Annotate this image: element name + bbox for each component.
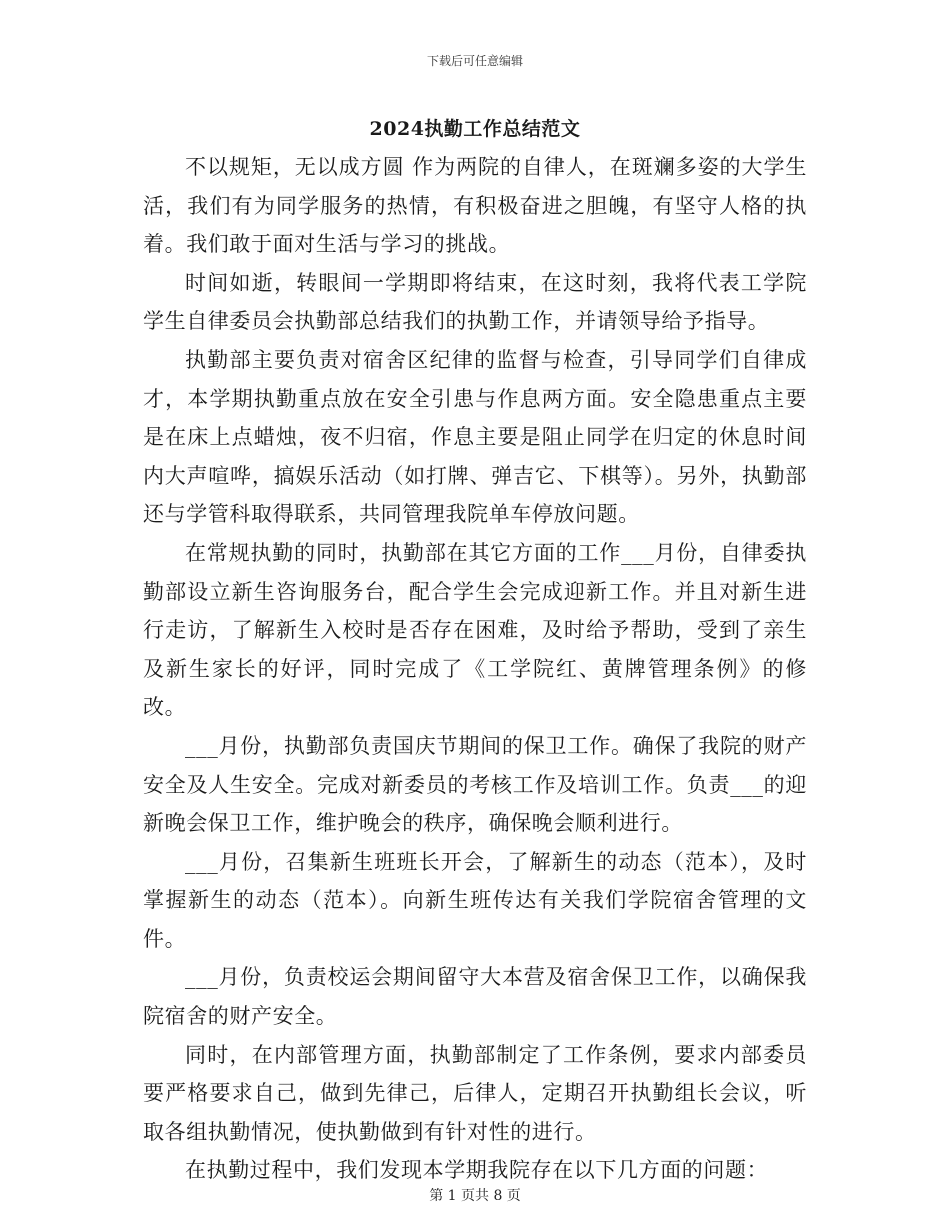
paragraph: 同时，在内部管理方面，执勤部制定了工作条例，要求内部委员要严格要求自己，做到先律己，后律人，定期召开执勤组长会议，听取各组执勤情况，使执勤做到有针对性的进行。 <box>143 1042 807 1144</box>
paragraph: 在常规执勤的同时，执勤部在其它方面的工作___月份，自律委执勤部设立新生咨询服务台，配合学生会完成迎新工作。并且对新生进行走访，了解新生入校时是否存在困难，及时给予帮助，受到了亲生及新生家长的好评，同时完成了《工学院红、黄牌管理条例》的修改。 <box>143 540 807 720</box>
paragraph: 不以规矩，无以成方圆 作为两院的自律人，在斑斓多姿的大学生活，我们有为同学服务的热情，有积极奋进之胆魄，有坚守人格的执着。我们敢于面对生活与学习的挑战。 <box>143 155 807 257</box>
paragraph: ___月份，召集新生班班长开会，了解新生的动态（范本），及时掌握新生的动态（范本）。向新生班传达有关我们学院宿舍管理的文件。 <box>143 849 807 951</box>
page-header-note: 下载后可任意编辑 <box>426 54 523 68</box>
document-title: 2024执勤工作总结范文 <box>369 118 581 140</box>
document-body <box>143 148 807 1190</box>
paragraph: 在执勤过程中，我们发现本学期我院存在以下几方面的问题： <box>185 1158 769 1183</box>
page-number-footer: 第 1 页共 8 页 <box>429 1188 521 1204</box>
paragraph: ___月份，负责校运会期间留守大本营及宿舍保卫工作，以确保我院宿舍的财产安全。 <box>143 965 807 1029</box>
paragraph: ___月份，执勤部负责国庆节期间的保卫工作。确保了我院的财产安全及人生安全。完成对新委员的考核工作及培训工作。负责___的迎新晚会保卫工作，维护晚会的秩序，确保晚会顺利进行。 <box>143 733 807 836</box>
paragraph: 时间如逝，转眼间一学期即将结束，在这时刻，我将代表工学院学生自律委员会执勤部总结我们的执勤工作，并请领导给予指导。 <box>143 270 807 334</box>
paragraph: 执勤部主要负责对宿舍区纪律的监督与检查，引导同学们自律成才，本学期执勤重点放在安全引患与作息两方面。安全隐患重点主要是在床上点蜡烛，夜不归宿，作息主要是阻止同学在归定的休息时间内大声喧哗，搞娱乐活动（如打牌、弹吉它、下棋等）。另外，执勤部还与学管科取得联系，共同管理我院单车停放问题。 <box>143 347 807 527</box>
